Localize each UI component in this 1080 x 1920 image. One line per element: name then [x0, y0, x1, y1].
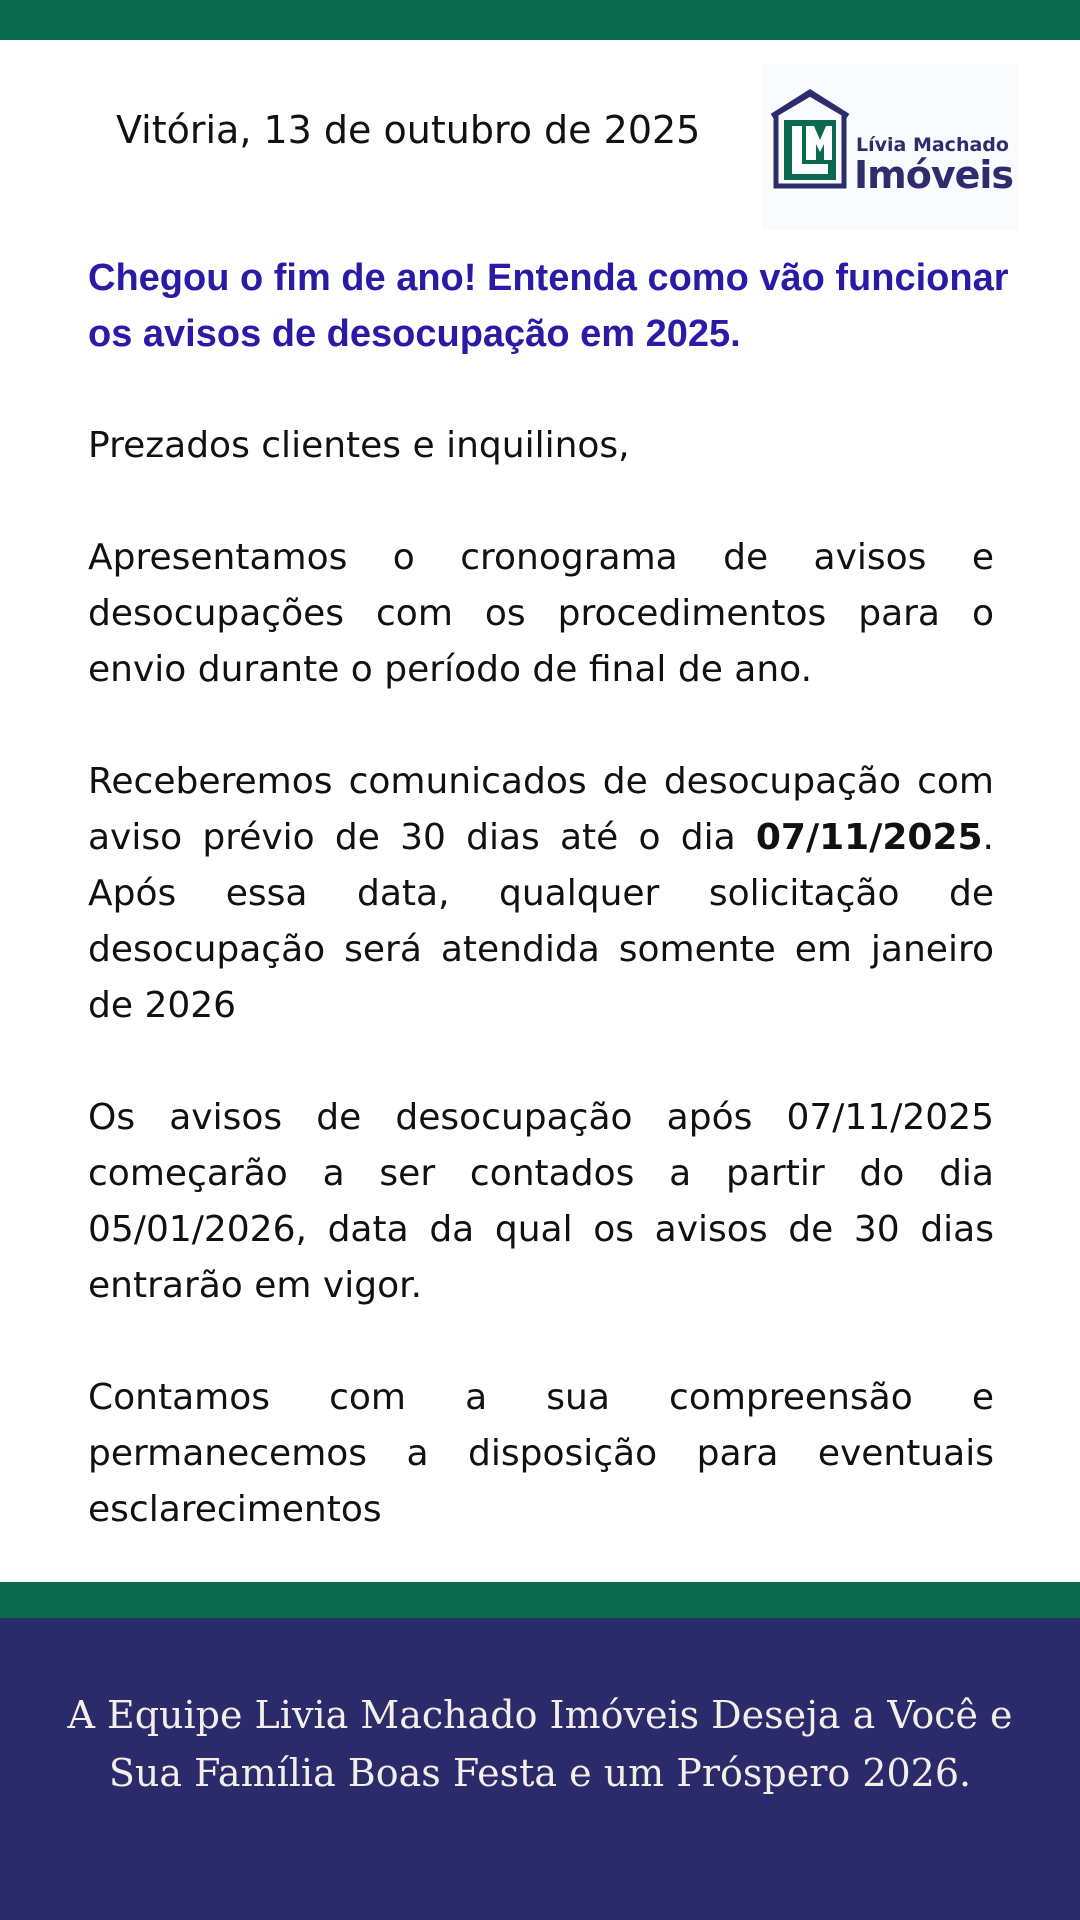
holiday-message: A Equipe Livia Machado Imóveis Deseja a Você e Sua Família Boas Festa e um Próspero 2026. — [67, 1693, 1013, 1795]
paragraph-notice-start: Os avisos de desocupação após 07/11/2025 começarão a ser contados a partir do dia 05/01/2026, data da qual os avisos de 30 dias entrarão em vigor. — [88, 1097, 994, 1306]
company-logo — [762, 64, 1018, 230]
top-green-bar — [0, 0, 1080, 40]
paragraph-deadline-before: Receberemos comunicados de desocupação com aviso prévio de 30 dias até o dia — [88, 761, 994, 858]
footer — [0, 1618, 1080, 1920]
headline: Chegou o fim de ano! Entenda como vão funcionar os avisos de desocupação em 2025. — [88, 257, 1009, 355]
paragraph-closing: Contamos com a sua compreensão e permanecemos a disposição para eventuais esclarecimentos — [88, 1377, 994, 1530]
logo-name-big: Imóveis — [854, 153, 1014, 197]
paragraph-deadline-after: . Após essa data, qualquer solicitação de desocupação será atendida somente em janeiro de 2026 — [88, 817, 994, 1026]
logo-name-small: Lívia Machado — [856, 134, 1009, 156]
greeting: Prezados clientes e inquilinos, — [88, 425, 630, 466]
paragraph-deadline — [88, 754, 994, 1034]
letter-date: Vitória, 13 de outubro de 2025 — [116, 108, 701, 152]
footer-green-band — [0, 1582, 1080, 1618]
paragraph-schedule: Apresentamos o cronograma de avisos e desocupações com os procedimentos para o envio durante o período de final de ano. — [88, 537, 994, 690]
deadline-date: 07/11/2025 — [755, 817, 983, 858]
